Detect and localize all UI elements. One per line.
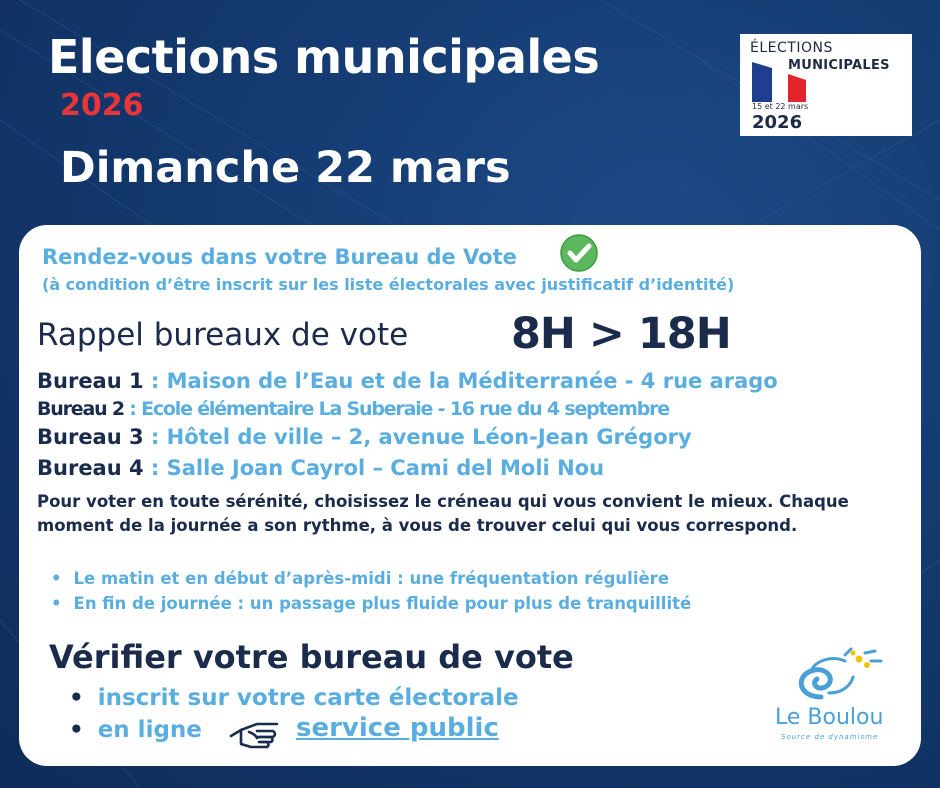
tip-item: • Le matin et en début d’après-midi : une fréquentation régulière	[51, 569, 669, 588]
badge-line2: MUNICIPALES	[788, 58, 890, 73]
badge-dates: 15 et 22 mars	[752, 102, 809, 111]
bureau-label: Bureau 1	[37, 369, 144, 393]
elections-badge	[740, 34, 912, 136]
badge-year: 2026	[752, 112, 803, 133]
badge-line1: ÉLECTIONS	[750, 40, 833, 56]
rappel-heading: Rappel bureaux de vote	[37, 317, 409, 353]
bureau-address: : Salle Joan Cayrol – Cami del Moli Nou	[143, 456, 605, 480]
bureau-address: : Maison de l’Eau et de la Méditerranée - 4 rue arago	[143, 369, 778, 393]
opening-hours: 8H > 18H	[511, 309, 731, 359]
bureau-item	[37, 369, 778, 393]
bureau-item	[37, 456, 604, 480]
bureau-label: Bureau 3	[37, 425, 144, 449]
verify-heading: Vérifier votre bureau de vote	[49, 638, 574, 676]
info-card	[19, 225, 921, 766]
pointing-hand-icon	[227, 714, 285, 752]
advice-paragraph: Pour voter en toute sérénité, choisissez le créneau qui vous convient le mieux. Chaque moment de la journée a son rythme, à vous de trouver celui qui vous correspond.	[37, 492, 849, 535]
tip-item: • En fin de journée : un passage plus fluide pour plus de tranquillité	[51, 594, 691, 613]
bureau-label: Bureau 4	[37, 456, 144, 480]
page-title: Elections municipales	[48, 30, 600, 84]
le-boulou-logo	[771, 647, 901, 747]
bureau-label: Bureau 2	[37, 398, 124, 420]
town-tagline: Source de dynamisme	[781, 733, 879, 741]
election-year: 2026	[60, 88, 144, 123]
check-circle-icon	[559, 233, 599, 273]
bureau-item	[37, 425, 692, 449]
bureau-item	[37, 398, 669, 420]
intro-line2: (à condition d’être inscrit sur les liste électorales avec justificatif d’identité)	[42, 275, 735, 294]
town-name: Le Boulou	[775, 705, 884, 730]
town-emblem-icon	[771, 647, 901, 707]
election-date: Dimanche 22 mars	[60, 143, 511, 193]
bureau-address: : Ecole élémentaire La Suberaie - 16 rue du 4 septembre	[123, 398, 669, 420]
verify-item: • inscrit sur votre carte électorale	[69, 685, 519, 711]
service-public-link[interactable]: service public	[296, 713, 499, 743]
bureau-address: : Hôtel de ville – 2, avenue Léon-Jean Grégory	[143, 425, 692, 449]
verify-item: • en ligne	[69, 717, 202, 743]
intro-line1: Rendez-vous dans votre Bureau de Vote	[42, 245, 517, 269]
